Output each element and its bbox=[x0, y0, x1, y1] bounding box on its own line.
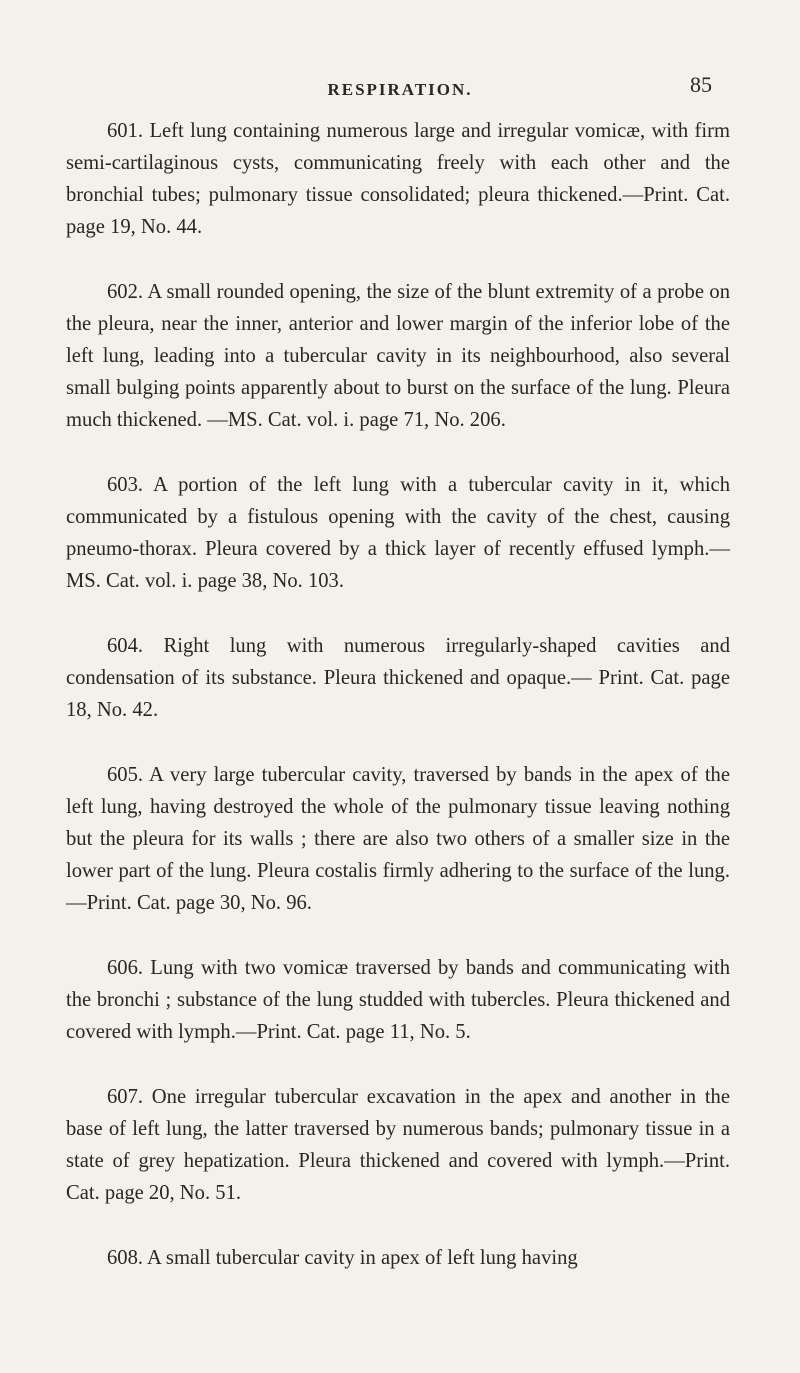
catalogue-entry-602: 602. A small rounded opening, the size of the blunt extremity of a probe on the pleura, near the inner, anterior and lower margin of the inferior lobe of the left lung, leading into a tubercular cavity in its neighbourhood, also several small bulging points apparently about to burst on the surface of the lung. Pleura much thickened. —MS. Cat. vol. i. page 71, No. 206. bbox=[66, 281, 730, 431]
catalogue-entry-603: 603. A portion of the left lung with a tubercular cavity in it, which communicated by a fistulous opening with the cavity of the chest, causing pneumo-thorax. Pleura covered by a thick layer of recently effused lymph.—MS. Cat. vol. i. page 38, No. 103. bbox=[66, 474, 730, 592]
catalogue-entry-606: 606. Lung with two vomicæ traversed by bands and communicating with the bronchi ; substance of the lung studded with tubercles. Pleura thickened and covered with lymph.—Print. Cat. page 11, No. 5. bbox=[66, 957, 730, 1043]
catalogue-entry-608: 608. A small tubercular cavity in apex of left lung having bbox=[107, 1247, 578, 1269]
catalogue-entries bbox=[66, 115, 730, 1274]
running-title: RESPIRATION. bbox=[327, 80, 473, 99]
page-number: 85 bbox=[690, 72, 712, 97]
catalogue-entry-604: 604. Right lung with numerous irregularly-shaped cavities and condensation of its substance. Pleura thickened and opaque.— Print. Cat. page 18, No. 42. bbox=[66, 635, 730, 721]
catalogue-entry-601: 601. Left lung containing numerous large and irregular vomicæ, with firm semi-cartilaginous cysts, communicating freely with each other and the bronchial tubes; pulmonary tissue consolidated; pleura thickened.—Print. Cat. page 19, No. 44. bbox=[66, 120, 730, 238]
catalogue-entry-605: 605. A very large tubercular cavity, traversed by bands in the apex of the left lung, having destroyed the whole of the pulmonary tissue leaving nothing but the pleura for its walls ; there are also two others of a smaller size in the lower part of the lung. Pleura costalis firmly adhering to the surface of the lung.—Print. Cat. page 30, No. 96. bbox=[66, 764, 730, 914]
catalogue-entry-607: 607. One irregular tubercular excavation in the apex and another in the base of left lung, the latter traversed by numerous bands; pulmonary tissue in a state of grey hepatization. Pleura thickened and covered with lymph.—Print. Cat. page 20, No. 51. bbox=[66, 1086, 730, 1204]
